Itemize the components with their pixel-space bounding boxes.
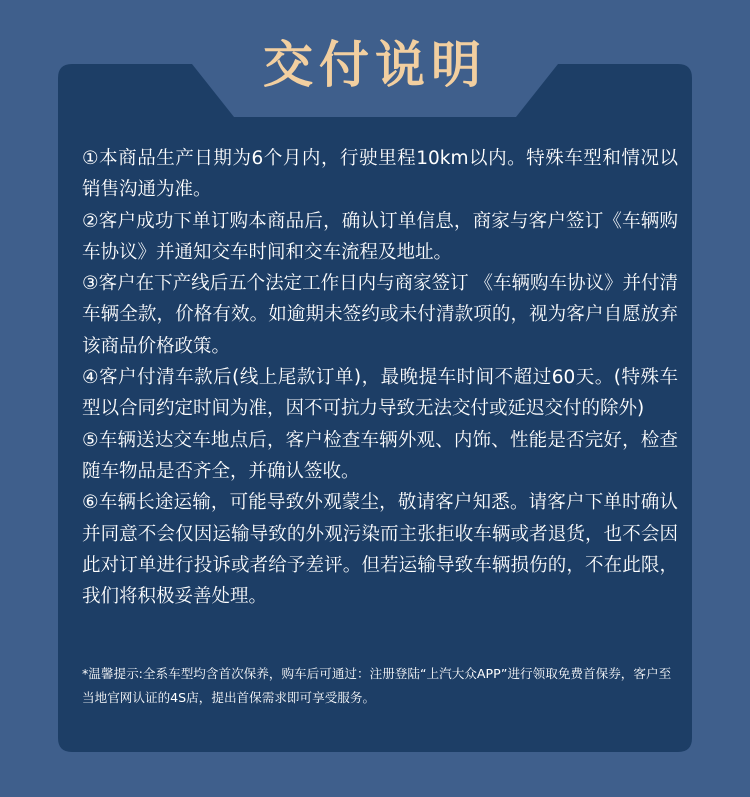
delivery-terms-list — [82, 143, 678, 612]
term-item-6: ⑥车辆长途运输，可能导致外观蒙尘，敬请客户知悉。请客户下单时确认并同意不会仅因运输导致的外观污染而主张拒收车辆或者退货，也不会因此对订单进行投诉或者给予差评。但若运输导致车辆损伤的，不在此限，我们将积极妥善处理。 — [82, 492, 678, 608]
term-item-5: ⑤车辆送达交车地点后，客户检查车辆外观、内饰、性能是否完好，检查随车物品是否齐全，并确认签收。 — [82, 429, 678, 482]
term-item-4: ④客户付清车款后(线上尾款订单)，最晚提车时间不超过60天。(特殊车型以合同约定时间为准，因不可抗力导致无法交付或延迟交付的除外) — [82, 367, 678, 420]
term-item-3: ③客户在下产线后五个法定工作日内与商家签订 《车辆购车协议》并付清车辆全款，价格有效。如逾期未签约或未付清款项的，视为客户自愿放弃该商品价格政策。 — [82, 273, 678, 357]
page-title: 交付说明 — [263, 36, 487, 94]
term-item-2: ②客户成功下单订购本商品后，确认订单信息，商家与客户签订《车辆购车协议》并通知交车时间和交车流程及地址。 — [82, 210, 678, 263]
maintenance-tip-note: *温馨提示:全系车型均含首次保养，购车后可通过：注册登陆“上汽大众APP”进行领取免费首保券，客户至当地官网认证的4S店，提出首保需求即可享受服务。 — [82, 666, 672, 705]
term-item-1: ①本商品生产日期为6个月内，行驶里程10km以内。特殊车型和情况以销售沟通为准。 — [82, 148, 678, 201]
